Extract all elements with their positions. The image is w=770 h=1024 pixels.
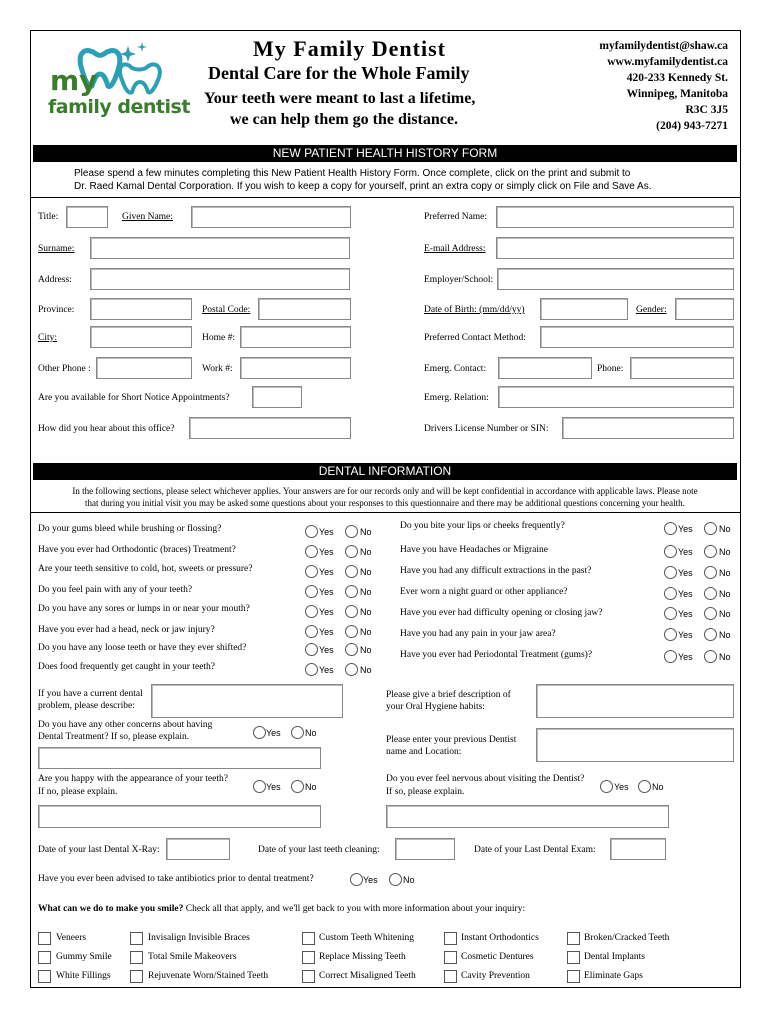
logo-text-bottom: family dentist	[48, 96, 190, 118]
checkbox-eliminate-gaps[interactable]	[567, 970, 580, 983]
dental-intro-line-1: In the following sections, please select whichever applies. Your answers are for our records only and will be kept confidential in accordance with applicable laws. Please note	[72, 486, 698, 496]
exam-input[interactable]	[610, 838, 666, 860]
employer-label: Employer/School:	[424, 275, 494, 285]
antibiotics-label: Have you ever been advised to take antibiotics prior to dental treatment?	[38, 874, 314, 884]
prev-dentist-label-2: name and Location:	[386, 747, 462, 757]
option-label: Replace Missing Teeth	[319, 952, 406, 962]
title-input[interactable]	[66, 206, 108, 228]
address-label: Address:	[38, 275, 72, 285]
no-label: No	[305, 782, 317, 792]
no-label: No	[360, 547, 372, 557]
no-label: No	[360, 527, 372, 537]
question-gums-bleed: Do your gums bleed while brushing or flossing?	[38, 524, 222, 534]
nervous-radio-no[interactable]	[638, 780, 651, 793]
emerg-phone-input[interactable]	[630, 357, 734, 379]
prev-dentist-input[interactable]	[536, 728, 734, 762]
concerns-label-1: Do you have any other concerns about having	[38, 720, 213, 730]
question-night-guard: Ever worn a night guard or other appliance?	[400, 587, 568, 597]
dental-intro-line-2: that during you initial visit you may be asked some questions about your responses to this questionnaire and there may be additional questions concerning your health.	[85, 498, 685, 508]
radio-yes[interactable]	[664, 587, 677, 600]
surname-input[interactable]	[90, 237, 350, 259]
given-name-input[interactable]	[191, 206, 351, 228]
checkbox-rejuvenate-teeth[interactable]	[130, 970, 143, 983]
radio-no[interactable]	[704, 545, 717, 558]
emerg-relation-input[interactable]	[498, 386, 734, 408]
logo-text-top: my	[50, 64, 98, 97]
radio-yes[interactable]	[664, 650, 677, 663]
no-label: No	[719, 589, 731, 599]
address-input[interactable]	[90, 268, 350, 290]
preferred-name-input[interactable]	[496, 206, 734, 228]
radio-no[interactable]	[345, 643, 358, 656]
no-label: No	[719, 609, 731, 619]
yes-label: Yes	[319, 607, 334, 617]
checkbox-instant-orthodontics[interactable]	[444, 932, 457, 945]
nervous-radio-yes[interactable]	[600, 780, 613, 793]
no-label: No	[360, 665, 372, 675]
contact-street: 420-233 Kennedy St.	[626, 72, 728, 84]
option-label: Instant Orthodontics	[461, 933, 539, 943]
happy-input[interactable]	[38, 805, 321, 828]
radio-yes[interactable]	[305, 663, 318, 676]
radio-yes[interactable]	[305, 565, 318, 578]
nervous-input[interactable]	[386, 805, 669, 828]
title-label: Title:	[38, 212, 59, 222]
radio-no[interactable]	[345, 585, 358, 598]
yes-label: Yes	[678, 589, 693, 599]
yes-label: Yes	[266, 728, 281, 738]
preferred-name-label: Preferred Name:	[424, 212, 488, 222]
exam-label: Date of your Last Dental Exam:	[474, 845, 596, 855]
yes-label: Yes	[678, 524, 693, 534]
yes-label: Yes	[363, 875, 378, 885]
option-label: Cosmetic Dentures	[461, 952, 534, 962]
hear-about-label: How did you hear about this office?	[38, 424, 175, 434]
hygiene-input[interactable]	[536, 684, 734, 718]
emerg-phone-label: Phone:	[597, 364, 624, 374]
gender-label: Gender:	[636, 305, 667, 315]
home-phone-input[interactable]	[240, 326, 351, 348]
surname-label: Surname:	[38, 244, 75, 254]
question-sensitive-teeth: Are your teeth sensitive to cold, hot, sweets or pressure?	[38, 564, 253, 574]
dob-label: Date of Birth: (mm/dd/yy)	[424, 305, 525, 315]
yes-label: Yes	[319, 627, 334, 637]
yes-label: Yes	[266, 782, 281, 792]
city-label: City:	[38, 333, 58, 343]
question-jaw-injury: Have you ever had a head, neck or jaw injury?	[38, 625, 215, 635]
other-phone-label: Other Phone :	[38, 364, 91, 374]
no-label: No	[719, 524, 731, 534]
checkbox-veneers[interactable]	[38, 932, 51, 945]
option-label: White Fillings	[56, 971, 111, 981]
work-phone-label: Work #:	[202, 364, 233, 374]
radio-no[interactable]	[704, 628, 717, 641]
option-label: Total Smile Makeovers	[148, 952, 237, 962]
license-input[interactable]	[562, 417, 734, 439]
emerg-contact-label: Emerg. Contact:	[424, 364, 487, 374]
radio-yes[interactable]	[305, 643, 318, 656]
nervous-label-2: If so, please explain.	[386, 787, 465, 797]
radio-no[interactable]	[704, 566, 717, 579]
radio-yes[interactable]	[664, 628, 677, 641]
yes-label: Yes	[678, 652, 693, 662]
cleaning-label: Date of your last teeth cleaning:	[258, 845, 380, 855]
yes-label: Yes	[614, 782, 629, 792]
no-label: No	[719, 568, 731, 578]
question-jaw-pain: Have you had any pain in your jaw area?	[400, 629, 556, 639]
happy-radio-yes[interactable]	[253, 780, 266, 793]
current-problem-label-1: If you have a current dental	[38, 689, 143, 699]
tagline-line-2: we can help them go the distance.	[230, 111, 458, 128]
antibiotics-radio-yes[interactable]	[350, 873, 363, 886]
question-sores-lumps: Do you have any sores or lumps in or near your mouth?	[38, 604, 250, 614]
option-label: Cavity Prevention	[461, 971, 530, 981]
option-label: Correct Misaligned Teeth	[319, 971, 416, 981]
yes-label: Yes	[319, 645, 334, 655]
checkbox-broken-teeth[interactable]	[567, 932, 580, 945]
happy-label-2: If no, please explain.	[38, 787, 118, 797]
radio-no[interactable]	[704, 650, 717, 663]
hear-about-input[interactable]	[189, 417, 351, 439]
radio-yes[interactable]	[305, 625, 318, 638]
employer-input[interactable]	[497, 268, 734, 290]
option-label: Gummy Smile	[56, 952, 112, 962]
contact-city: Winnipeg, Manitoba	[626, 88, 728, 100]
radio-no[interactable]	[345, 605, 358, 618]
prev-dentist-label-1: Please enter your previous Dentist	[386, 735, 517, 745]
checkbox-white-fillings[interactable]	[38, 970, 51, 983]
contact-email: myfamilydentist@shaw.ca	[599, 40, 728, 52]
license-label: Drivers License Number or SIN:	[424, 424, 549, 434]
work-phone-input[interactable]	[240, 357, 351, 379]
no-label: No	[719, 652, 731, 662]
no-label: No	[360, 587, 372, 597]
radio-yes[interactable]	[305, 585, 318, 598]
question-extractions: Have you had any difficult extractions in the past?	[400, 566, 592, 576]
question-headaches: Have you have Headaches or Migraine	[400, 545, 548, 555]
checkbox-replace-missing[interactable]	[302, 951, 315, 964]
contact-method-label: Preferred Contact Method:	[424, 333, 526, 343]
gender-input[interactable]	[675, 298, 734, 320]
radio-yes[interactable]	[664, 522, 677, 535]
no-label: No	[360, 607, 372, 617]
province-input[interactable]	[90, 298, 192, 320]
option-label: Eliminate Gaps	[584, 971, 643, 981]
yes-label: Yes	[319, 527, 334, 537]
radio-yes[interactable]	[305, 525, 318, 538]
option-label: Custom Teeth Whitening	[319, 933, 415, 943]
province-label: Province:	[38, 305, 75, 315]
option-label: Rejuvenate Worn/Stained Teeth	[148, 971, 269, 981]
logo	[46, 40, 192, 126]
happy-radio-no[interactable]	[291, 780, 304, 793]
contact-block	[599, 38, 728, 134]
no-label: No	[360, 645, 372, 655]
radio-yes[interactable]	[305, 605, 318, 618]
intro-line-1: Please spend a few minutes completing this New Patient Health History Form. Once complete, click on the print and submit to	[74, 168, 631, 179]
question-periodontal: Have you ever had Periodontal Treatment (gums)?	[400, 650, 593, 660]
option-label: Dental Implants	[584, 952, 645, 962]
short-notice-input[interactable]	[252, 386, 302, 408]
hygiene-label-1: Please give a brief description of	[386, 690, 511, 700]
checkbox-teeth-whitening[interactable]	[302, 932, 315, 945]
checkbox-misaligned-teeth[interactable]	[302, 970, 315, 983]
no-label: No	[360, 627, 372, 637]
contact-phone: (204) 943-7271	[656, 120, 728, 132]
dob-input[interactable]	[540, 298, 628, 320]
cleaning-input[interactable]	[395, 838, 455, 860]
checkbox-cosmetic-dentures[interactable]	[444, 951, 457, 964]
concerns-label-2: Dental Treatment? If so, please explain.	[38, 732, 190, 742]
no-label: No	[652, 782, 664, 792]
clinic-name: My Family Dentist	[253, 36, 446, 61]
checkbox-dental-implants[interactable]	[567, 951, 580, 964]
emerg-relation-label: Emerg. Relation:	[424, 393, 489, 403]
contact-website: www.myfamilydentist.ca	[607, 56, 728, 68]
radio-yes[interactable]	[305, 545, 318, 558]
checkbox-gummy-smile[interactable]	[38, 951, 51, 964]
smile-question-rest: Check all that apply, and we'll get back to you with more information about your inquiry:	[183, 904, 526, 914]
yes-label: Yes	[319, 567, 334, 577]
current-problem-label-2: problem, please describe:	[38, 701, 135, 711]
radio-no[interactable]	[704, 522, 717, 535]
clinic-subtitle: Dental Care for the Whole Family	[208, 63, 470, 83]
yes-label: Yes	[678, 547, 693, 557]
antibiotics-radio-no[interactable]	[389, 873, 402, 886]
current-problem-input[interactable]	[151, 684, 343, 718]
option-label: Veneers	[56, 933, 87, 943]
hygiene-label-2: your Oral Hygiene habits:	[386, 702, 485, 712]
home-phone-label: Home #:	[202, 333, 235, 343]
option-label: Invisalign Invisible Braces	[148, 933, 250, 943]
xray-input[interactable]	[166, 838, 230, 860]
radio-no[interactable]	[704, 587, 717, 600]
radio-no[interactable]	[345, 663, 358, 676]
dental-info-bar: DENTAL INFORMATION	[33, 463, 737, 480]
yes-label: Yes	[319, 587, 334, 597]
short-notice-label: Are you available for Short Notice Appointments?	[38, 393, 230, 403]
dental-intro-divider	[30, 512, 740, 513]
postal-code-label: Postal Code:	[202, 305, 251, 315]
contact-postal: R3C 3J5	[685, 104, 728, 116]
smile-question	[38, 904, 525, 914]
radio-yes[interactable]	[664, 566, 677, 579]
nervous-label-1: Do you ever feel nervous about visiting the Dentist?	[386, 774, 585, 784]
form-title-bar: NEW PATIENT HEALTH HISTORY FORM	[33, 145, 737, 162]
checkbox-invisalign[interactable]	[130, 932, 143, 945]
happy-label-1: Are you happy with the appearance of your teeth?	[38, 774, 228, 784]
no-label: No	[403, 875, 415, 885]
intro-divider	[30, 197, 740, 198]
question-food-caught: Does food frequently get caught in your teeth?	[38, 662, 216, 672]
email-input[interactable]	[496, 237, 734, 259]
intro-line-2: Dr. Raed Kamal Dental Corporation. If you wish to keep a copy for yourself, print an extra copy or simply click on File and Save As.	[74, 181, 652, 192]
emerg-contact-input[interactable]	[498, 357, 592, 379]
yes-label: Yes	[319, 547, 334, 557]
option-label: Broken/Cracked Teeth	[584, 933, 670, 943]
question-jaw-opening: Have you ever had difficulty opening or closing jaw?	[400, 608, 603, 618]
radio-no[interactable]	[345, 625, 358, 638]
no-label: No	[305, 728, 317, 738]
yes-label: Yes	[678, 630, 693, 640]
smile-question-bold: What can we do to make you smile?	[38, 904, 184, 914]
radio-yes[interactable]	[664, 607, 677, 620]
question-tooth-pain: Do you feel pain with any of your teeth?	[38, 585, 193, 595]
yes-label: Yes	[319, 665, 334, 675]
given-name-label: Given Name:	[122, 212, 173, 222]
question-bite-lips: Do you bite your lips or cheeks frequently?	[400, 521, 565, 531]
radio-yes[interactable]	[664, 545, 677, 558]
concerns-radio-yes[interactable]	[253, 726, 266, 739]
yes-label: Yes	[678, 609, 693, 619]
concerns-radio-no[interactable]	[291, 726, 304, 739]
no-label: No	[360, 567, 372, 577]
city-input[interactable]	[90, 326, 192, 348]
question-loose-teeth: Do you have any loose teeth or have they ever shifted?	[38, 643, 247, 653]
no-label: No	[719, 547, 731, 557]
postal-code-input[interactable]	[258, 298, 351, 320]
tagline-line-1: Your teeth were meant to last a lifetime,	[204, 90, 476, 107]
no-label: No	[719, 630, 731, 640]
yes-label: Yes	[678, 568, 693, 578]
email-label: E-mail Address:	[424, 244, 486, 254]
checkbox-cavity-prevention[interactable]	[444, 970, 457, 983]
xray-label: Date of your last Dental X-Ray:	[38, 845, 160, 855]
question-orthodontic: Have you ever had Orthodontic (braces) Treatment?	[38, 545, 236, 555]
radio-no[interactable]	[345, 565, 358, 578]
radio-no[interactable]	[345, 545, 358, 558]
checkbox-smile-makeovers[interactable]	[130, 951, 143, 964]
radio-no[interactable]	[345, 525, 358, 538]
contact-method-input[interactable]	[540, 326, 734, 348]
radio-no[interactable]	[704, 607, 717, 620]
other-phone-input[interactable]	[96, 357, 192, 379]
concerns-input[interactable]	[38, 747, 321, 769]
